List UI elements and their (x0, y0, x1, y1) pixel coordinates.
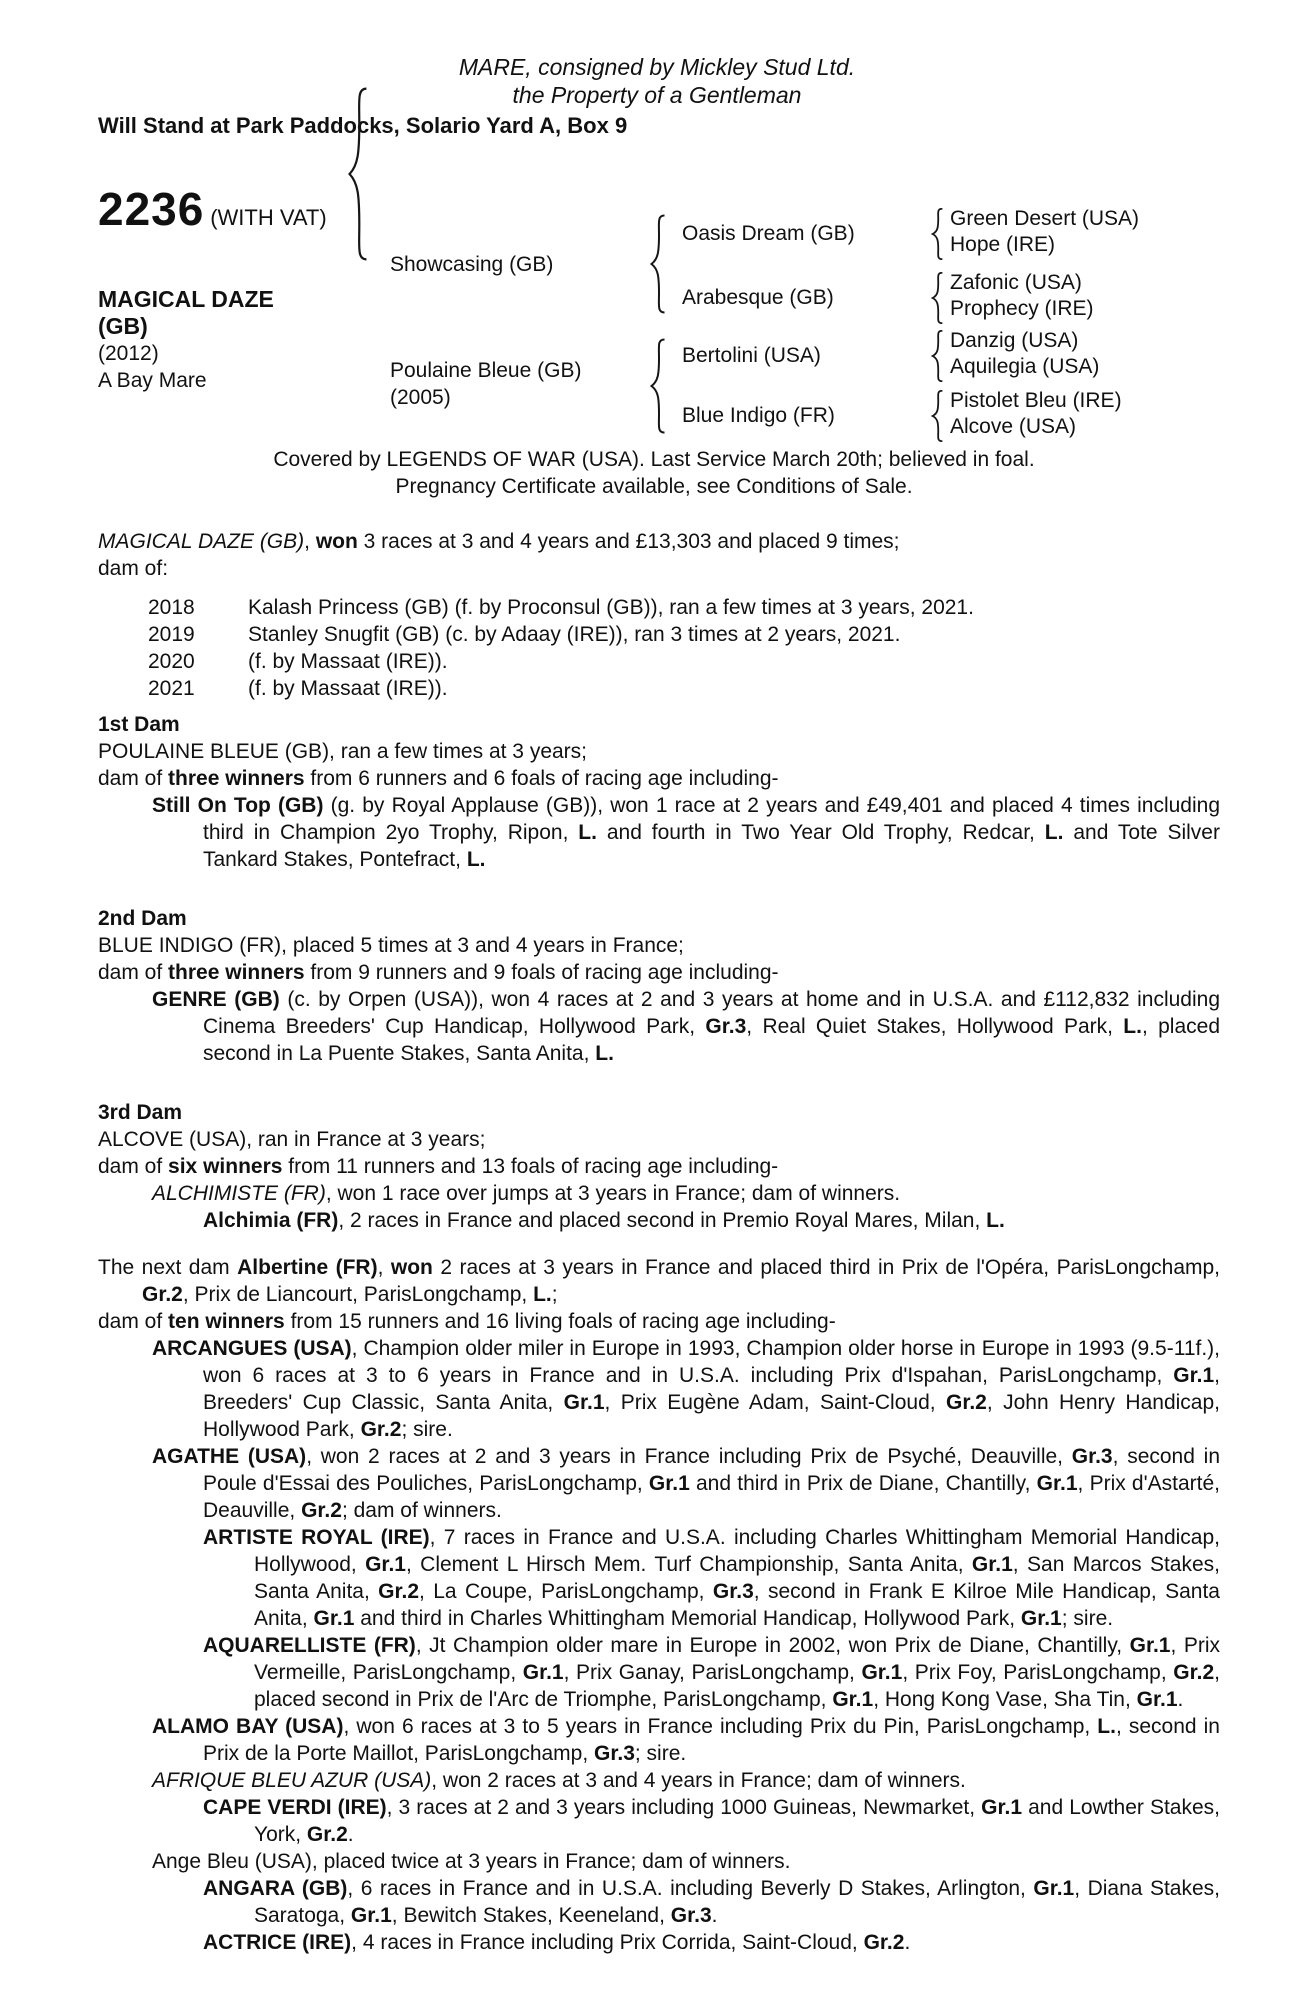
pedigree-brace-icon (930, 330, 945, 382)
produce-record (98, 594, 1220, 702)
first-dam-heading: 1st Dam (98, 713, 180, 736)
dam-race-line: BLUE INDIGO (FR), placed 5 times at 3 and 4 years in France; (98, 934, 684, 957)
horse-description: A Bay Mare (98, 369, 207, 392)
offspring-entry: AQUARELLISTE (FR), Jt Champion older mare in Europe in 2002, won Prix de Diane, Chantilly, Gr.1, Prix Vermeille, ParisLongchamp, Gr.1, Prix Ganay, ParisLongchamp, Gr.1, Prix Foy, ParisLongchamp, Gr.2, placed second in Prix de l'Arc de Triomphe, ParisLongchamp, Gr.1, Hong Kong Vase, Sha Tin, Gr.1. (203, 1634, 1220, 1711)
produce-row (98, 621, 1220, 648)
offspring-entry: ARCANGUES (USA), Champion older miler in Europe in 1993, Champion older horse in Europe in 1993 (9.5-11f.), won 6 races at 3 to 6 years in France and in U.S.A. including Prix d'Ispahan, ParisLongchamp, Gr.1, Breeders' Cup Classic, Santa Anita, Gr.1, Prix Eugène Adam, Saint-Cloud, Gr.2, John Henry Handicap, Hollywood Park, Gr.2; sire. (152, 1337, 1220, 1441)
dam-produce-line: dam of three winners from 6 runners and 6 foals of racing age including- (98, 767, 779, 790)
pedigree-ggp: Danzig (USA) (950, 329, 1079, 352)
dam-race-line: POULAINE BLEUE (GB), ran a few times at 3 years; (98, 740, 587, 763)
produce-year: 2021 (148, 677, 195, 700)
pedigree-sire: Showcasing (GB) (390, 253, 554, 276)
offspring-entry: ANGARA (GB), 6 races in France and in U.S.A. including Beverly D Stakes, Arlington, Gr.1, Diana Stakes, Saratoga, Gr.1, Bewitch Stakes, Keeneland, Gr.3. (203, 1877, 1220, 1927)
covering-line: Covered by LEGENDS OF WAR (USA). Last Service March 20th; believed in foal. (273, 448, 1035, 471)
offspring-entry: ARTISTE ROYAL (IRE), 7 races in France and U.S.A. including Charles Whittingham Memorial Handicap, Hollywood, Gr.1, Clement L Hirsch Mem. Turf Championship, Santa Anita, Gr.1, San Marcos Stakes, Santa Anita, Gr.2, La Coupe, ParisLongchamp, Gr.3, second in Frank E Kilroe Mile Handicap, Santa Anita, Gr.1 and third in Charles Whittingham Memorial Handicap, Hollywood Park, Gr.1; sire. (203, 1526, 1220, 1630)
produce-row (98, 675, 1220, 702)
offspring-entry: ALCHIMISTE (FR), won 1 race over jumps at 3 years in France; dam of winners. (152, 1182, 901, 1205)
produce-year: 2019 (148, 623, 195, 646)
stand-at-line: Will Stand at Park Paddocks, Solario Yard A, Box 9 (98, 113, 628, 138)
pedigree-brace-icon (930, 390, 945, 442)
pedigree-ggp-pair (950, 270, 1094, 322)
produce-detail: Stanley Snugfit (GB) (c. by Adaay (IRE)), ran 3 times at 2 years, 2021. (248, 623, 901, 646)
pedigree-ggp: Prophecy (IRE) (950, 297, 1094, 320)
pedigree-ggp-pair (950, 388, 1122, 440)
pedigree-ggp: Aquilegia (USA) (950, 355, 1100, 378)
pedigree-dam: Poulaine Bleue (GB) (390, 359, 582, 382)
pedigree-ggp: Zafonic (USA) (950, 271, 1082, 294)
offspring-entry: GENRE (GB) (c. by Orpen (USA)), won 4 races at 2 and 3 years at home and in U.S.A. and £112,832 including Cinema Breeders' Cup Handicap, Hollywood Park, Gr.3, Real Quiet Stakes, Hollywood Park, L., placed second in La Puente Stakes, Santa Anita, L. (152, 988, 1220, 1065)
produce-detail: (f. by Massaat (IRE)). (248, 677, 448, 700)
dam-race-line: ALCOVE (USA), ran in France at 3 years; (98, 1128, 486, 1151)
dam-produce-line: dam of three winners from 9 runners and 9 foals of racing age including- (98, 961, 779, 984)
pedigree-ggp-pair (950, 206, 1139, 258)
pedigree-brace-icon (930, 208, 945, 260)
pedigree-brace-icon (648, 214, 668, 314)
offspring-entry: CAPE VERDI (IRE), 3 races at 2 and 3 years including 1000 Guineas, Newmarket, Gr.1 and Lowther Stakes, York, Gr.2. (203, 1796, 1221, 1846)
pedigree-brace-icon (648, 338, 668, 434)
produce-row (98, 648, 1220, 675)
pedigree-ggp: Alcove (USA) (950, 415, 1077, 438)
third-dam-heading: 3rd Dam (98, 1101, 183, 1124)
second-dam-heading: 2nd Dam (98, 907, 187, 930)
property-line: the Property of a Gentleman (512, 82, 802, 108)
offspring-entry: Ange Bleu (USA), placed twice at 3 years in France; dam of winners. (152, 1850, 791, 1873)
next-dam-line: The next dam Albertine (FR), won 2 races at 3 years in France and placed third in Prix de l'Opéra, ParisLongchamp, Gr.2, Prix de Liancourt, ParisLongchamp, L.; (98, 1256, 1221, 1306)
produce-year: 2018 (148, 596, 195, 619)
pedigree-grandsire: Bertolini (USA) (682, 344, 821, 367)
offspring-entry: Alchimia (FR), 2 races in France and placed second in Premio Royal Mares, Milan, L. (203, 1209, 1005, 1232)
dam-of-label: dam of: (98, 557, 169, 580)
produce-year: 2020 (148, 650, 195, 673)
consignor-line: MARE, consigned by Mickley Stud Ltd. (458, 54, 856, 80)
lot-number: 2236 (98, 183, 205, 235)
pedigree-text-body (0, 528, 1314, 1956)
dam-produce-line: dam of ten winners from 15 runners and 16 living foals of racing age including- (98, 1310, 836, 1333)
offspring-entry: Still On Top (GB) (g. by Royal Applause (GB)), won 1 race at 2 years and £49,401 and placed 4 times including third in Champion 2yo Trophy, Ripon, L. and fourth in Two Year Old Trophy, Redcar, L. and Tote Silver Tankard Stakes, Pontefract, L. (152, 794, 1220, 871)
pedigree-ggp-pair (950, 328, 1099, 380)
offspring-entry: AFRIQUE BLEU AZUR (USA), won 2 races at 3 and 4 years in France; dam of winners. (152, 1769, 966, 1792)
pedigree-grandsire: Oasis Dream (GB) (682, 222, 855, 245)
offspring-entry: ACTRICE (IRE), 4 races in France including Prix Corrida, Saint-Cloud, Gr.2. (203, 1931, 911, 1954)
pedigree-ggp: Green Desert (USA) (950, 207, 1140, 230)
pedigree-granddam: Arabesque (GB) (682, 286, 834, 309)
pedigree-brace-icon (930, 272, 945, 324)
offspring-entry: ALAMO BAY (USA), won 6 races at 3 to 5 years in France including Prix du Pin, ParisLongchamp, L., second in Prix de la Porte Maillot, ParisLongchamp, Gr.3; sire. (152, 1715, 1220, 1765)
produce-detail: Kalash Princess (GB) (f. by Proconsul (GB)), ran a few times at 3 years, 2021. (248, 596, 974, 619)
lot-row (98, 183, 327, 235)
dam-produce-line: dam of six winners from 11 runners and 13 foals of racing age including- (98, 1155, 779, 1178)
pedigree-dam-year: (2005) (390, 386, 451, 409)
horse-name: MAGICAL DAZE (98, 286, 274, 312)
subject-horse-block (98, 286, 274, 394)
vat-note: (WITH VAT) (210, 205, 327, 230)
pedigree-ggp: Hope (IRE) (950, 233, 1056, 256)
next-dam-section (98, 1254, 1220, 1956)
race-record: MAGICAL DAZE (GB), won 3 races at 3 and 4 years and £13,303 and placed 9 times; (98, 530, 900, 553)
produce-detail: (f. by Massaat (IRE)). (248, 650, 448, 673)
pedigree-granddam: Blue Indigo (FR) (682, 404, 835, 427)
pregnancy-line: Pregnancy Certificate available, see Conditions of Sale. (395, 475, 913, 498)
lot-header-region (0, 0, 1314, 528)
offspring-entry: AGATHE (USA), won 2 races at 2 and 3 years in France including Prix de Psyché, Deauville, Gr.3, second in Poule d'Essai des Pouliches, ParisLongchamp, Gr.1 and third in Prix de Diane, Chantilly, Gr.1, Prix d'Astarté, Deauville, Gr.2; dam of winners. (152, 1445, 1221, 1522)
horse-name-suffix: (GB) (98, 313, 148, 339)
produce-row (98, 594, 1220, 621)
pedigree-ggp: Pistolet Bleu (IRE) (950, 389, 1122, 412)
pedigree-brace-icon (345, 86, 371, 262)
foaling-year: (2012) (98, 342, 159, 365)
